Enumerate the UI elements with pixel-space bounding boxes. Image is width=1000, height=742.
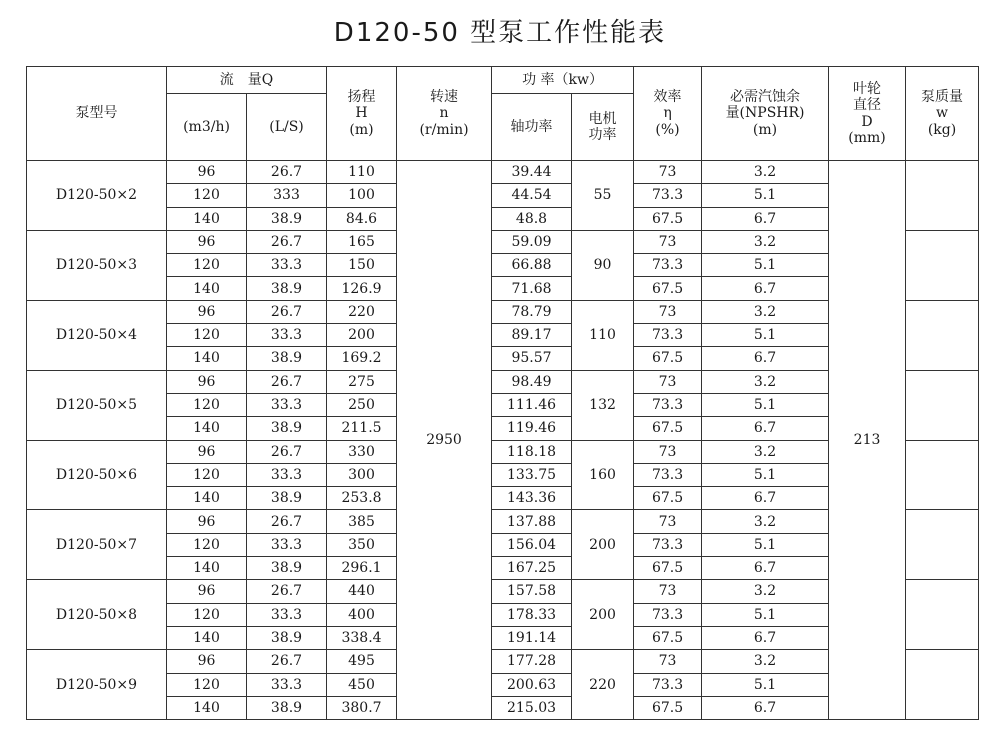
cell-efficiency: 73: [634, 230, 702, 253]
cell-npshr: 5.1: [702, 324, 829, 347]
cell-efficiency: 73: [634, 300, 702, 323]
header-impeller: 叶轮 直径 D (mm): [829, 67, 906, 161]
cell-model: D120-50×3: [27, 230, 167, 300]
cell-efficiency: 67.5: [634, 417, 702, 440]
cell-flow-m3h: 96: [167, 370, 247, 393]
cell-shaft-power: 119.46: [492, 417, 572, 440]
cell-mass: [906, 230, 979, 300]
cell-efficiency: 73.3: [634, 184, 702, 207]
cell-flow-m3h: 96: [167, 300, 247, 323]
cell-flow-ls: 26.7: [247, 300, 327, 323]
cell-flow-m3h: 140: [167, 417, 247, 440]
performance-table: [26, 66, 979, 720]
cell-npshr: 6.7: [702, 696, 829, 719]
cell-head: 150: [327, 254, 397, 277]
cell-flow-ls: 33.3: [247, 533, 327, 556]
cell-head: 250: [327, 393, 397, 416]
cell-head: 350: [327, 533, 397, 556]
cell-shaft-power: 215.03: [492, 696, 572, 719]
cell-npshr: 3.2: [702, 161, 829, 184]
cell-npshr: 6.7: [702, 207, 829, 230]
cell-shaft-power: 137.88: [492, 510, 572, 533]
cell-flow-ls: 38.9: [247, 207, 327, 230]
cell-flow-ls: 38.9: [247, 277, 327, 300]
cell-efficiency: 67.5: [634, 557, 702, 580]
cell-npshr: 6.7: [702, 626, 829, 649]
cell-head: 100: [327, 184, 397, 207]
cell-model: D120-50×7: [27, 510, 167, 580]
cell-flow-m3h: 96: [167, 440, 247, 463]
cell-efficiency: 73.3: [634, 673, 702, 696]
cell-flow-ls: 333: [247, 184, 327, 207]
cell-flow-ls: 26.7: [247, 650, 327, 673]
cell-shaft-power: 133.75: [492, 463, 572, 486]
cell-npshr: 5.1: [702, 393, 829, 416]
cell-head: 126.9: [327, 277, 397, 300]
cell-npshr: 3.2: [702, 580, 829, 603]
cell-shaft-power: 200.63: [492, 673, 572, 696]
cell-shaft-power: 191.14: [492, 626, 572, 649]
cell-efficiency: 67.5: [634, 626, 702, 649]
header-model: 泵型号: [27, 67, 167, 161]
cell-head: 84.6: [327, 207, 397, 230]
cell-head: 450: [327, 673, 397, 696]
cell-mass: [906, 370, 979, 440]
cell-mass: [906, 440, 979, 510]
header-speed: 转速 n (r/min): [397, 67, 492, 161]
cell-efficiency: 73.3: [634, 393, 702, 416]
table-body: [27, 161, 979, 720]
cell-shaft-power: 111.46: [492, 393, 572, 416]
cell-shaft-power: 71.68: [492, 277, 572, 300]
cell-flow-ls: 33.3: [247, 603, 327, 626]
cell-npshr: 5.1: [702, 184, 829, 207]
cell-motor-power: 90: [572, 230, 634, 300]
cell-shaft-power: 39.44: [492, 161, 572, 184]
cell-efficiency: 73.3: [634, 533, 702, 556]
cell-npshr: 6.7: [702, 277, 829, 300]
cell-flow-m3h: 140: [167, 207, 247, 230]
cell-npshr: 6.7: [702, 417, 829, 440]
cell-head: 330: [327, 440, 397, 463]
cell-flow-ls: 38.9: [247, 417, 327, 440]
cell-impeller: 213: [829, 161, 906, 720]
cell-flow-ls: 38.9: [247, 696, 327, 719]
header-mass: 泵质量 w (kg): [906, 67, 979, 161]
cell-flow-ls: 33.3: [247, 324, 327, 347]
cell-efficiency: 73: [634, 650, 702, 673]
cell-head: 275: [327, 370, 397, 393]
cell-flow-ls: 33.3: [247, 393, 327, 416]
cell-head: 296.1: [327, 557, 397, 580]
cell-flow-m3h: 140: [167, 626, 247, 649]
cell-shaft-power: 59.09: [492, 230, 572, 253]
cell-head: 380.7: [327, 696, 397, 719]
cell-npshr: 3.2: [702, 510, 829, 533]
cell-efficiency: 73.3: [634, 254, 702, 277]
cell-flow-m3h: 96: [167, 161, 247, 184]
cell-motor-power: 220: [572, 650, 634, 720]
cell-flow-m3h: 120: [167, 673, 247, 696]
cell-flow-ls: 26.7: [247, 230, 327, 253]
cell-speed: 2950: [397, 161, 492, 720]
cell-efficiency: 67.5: [634, 277, 702, 300]
cell-shaft-power: 44.54: [492, 184, 572, 207]
cell-head: 440: [327, 580, 397, 603]
cell-motor-power: 55: [572, 161, 634, 231]
cell-efficiency: 67.5: [634, 696, 702, 719]
header-npshr: 必需汽蚀余 量(NPSHR) (m): [702, 67, 829, 161]
cell-shaft-power: 143.36: [492, 487, 572, 510]
cell-flow-m3h: 120: [167, 463, 247, 486]
cell-efficiency: 67.5: [634, 487, 702, 510]
cell-efficiency: 67.5: [634, 207, 702, 230]
cell-npshr: 3.2: [702, 300, 829, 323]
cell-flow-m3h: 140: [167, 696, 247, 719]
cell-motor-power: 200: [572, 580, 634, 650]
header-flow-ls: (L/S): [247, 94, 327, 161]
cell-head: 211.5: [327, 417, 397, 440]
cell-npshr: 6.7: [702, 347, 829, 370]
cell-head: 400: [327, 603, 397, 626]
cell-flow-m3h: 140: [167, 557, 247, 580]
cell-flow-m3h: 120: [167, 603, 247, 626]
cell-mass: [906, 650, 979, 720]
cell-shaft-power: 177.28: [492, 650, 572, 673]
cell-flow-ls: 26.7: [247, 510, 327, 533]
cell-head: 220: [327, 300, 397, 323]
cell-efficiency: 73: [634, 580, 702, 603]
cell-mass: [906, 510, 979, 580]
cell-flow-m3h: 120: [167, 533, 247, 556]
cell-efficiency: 73: [634, 510, 702, 533]
cell-flow-m3h: 96: [167, 510, 247, 533]
cell-shaft-power: 178.33: [492, 603, 572, 626]
cell-npshr: 5.1: [702, 533, 829, 556]
header-flow: 流 量Q: [167, 67, 327, 94]
cell-npshr: 3.2: [702, 440, 829, 463]
cell-mass: [906, 580, 979, 650]
cell-flow-ls: 26.7: [247, 580, 327, 603]
cell-head: 169.2: [327, 347, 397, 370]
cell-efficiency: 73.3: [634, 603, 702, 626]
cell-model: D120-50×4: [27, 300, 167, 370]
page-title: D120-50 型泵工作性能表: [333, 18, 667, 48]
cell-npshr: 3.2: [702, 370, 829, 393]
cell-head: 495: [327, 650, 397, 673]
cell-shaft-power: 156.04: [492, 533, 572, 556]
cell-flow-m3h: 120: [167, 324, 247, 347]
cell-flow-ls: 38.9: [247, 347, 327, 370]
cell-shaft-power: 48.8: [492, 207, 572, 230]
cell-npshr: 5.1: [702, 254, 829, 277]
cell-flow-ls: 38.9: [247, 487, 327, 510]
table-row: [27, 161, 979, 184]
cell-shaft-power: 98.49: [492, 370, 572, 393]
cell-flow-m3h: 120: [167, 254, 247, 277]
cell-mass: [906, 161, 979, 231]
cell-flow-ls: 38.9: [247, 557, 327, 580]
cell-model: D120-50×2: [27, 161, 167, 231]
cell-motor-power: 160: [572, 440, 634, 510]
cell-efficiency: 73.3: [634, 324, 702, 347]
cell-head: 200: [327, 324, 397, 347]
cell-shaft-power: 95.57: [492, 347, 572, 370]
cell-head: 165: [327, 230, 397, 253]
cell-motor-power: 110: [572, 300, 634, 370]
cell-model: D120-50×5: [27, 370, 167, 440]
cell-head: 253.8: [327, 487, 397, 510]
cell-efficiency: 73.3: [634, 463, 702, 486]
cell-flow-m3h: 140: [167, 347, 247, 370]
cell-flow-m3h: 140: [167, 277, 247, 300]
cell-flow-ls: 33.3: [247, 463, 327, 486]
cell-flow-ls: 26.7: [247, 440, 327, 463]
cell-efficiency: 73: [634, 370, 702, 393]
cell-efficiency: 73: [634, 440, 702, 463]
cell-flow-m3h: 96: [167, 580, 247, 603]
cell-efficiency: 73: [634, 161, 702, 184]
cell-flow-ls: 33.3: [247, 254, 327, 277]
cell-flow-m3h: 96: [167, 650, 247, 673]
cell-shaft-power: 157.58: [492, 580, 572, 603]
cell-npshr: 6.7: [702, 487, 829, 510]
cell-mass: [906, 300, 979, 370]
cell-head: 385: [327, 510, 397, 533]
cell-flow-m3h: 120: [167, 184, 247, 207]
cell-flow-ls: 26.7: [247, 161, 327, 184]
cell-model: D120-50×9: [27, 650, 167, 720]
header-power: 功 率（kw）: [492, 67, 634, 94]
cell-flow-ls: 33.3: [247, 673, 327, 696]
cell-model: D120-50×8: [27, 580, 167, 650]
header-motor-power: 电机 功率: [572, 94, 634, 161]
cell-motor-power: 200: [572, 510, 634, 580]
cell-flow-ls: 26.7: [247, 370, 327, 393]
cell-shaft-power: 167.25: [492, 557, 572, 580]
cell-flow-ls: 38.9: [247, 626, 327, 649]
cell-head: 300: [327, 463, 397, 486]
header-flow-m3h: (m3/h): [167, 94, 247, 161]
cell-npshr: 3.2: [702, 230, 829, 253]
cell-shaft-power: 78.79: [492, 300, 572, 323]
cell-head: 338.4: [327, 626, 397, 649]
cell-model: D120-50×6: [27, 440, 167, 510]
cell-flow-m3h: 120: [167, 393, 247, 416]
cell-flow-m3h: 140: [167, 487, 247, 510]
cell-efficiency: 67.5: [634, 347, 702, 370]
cell-npshr: 5.1: [702, 463, 829, 486]
header-head: 扬程 H (m): [327, 67, 397, 161]
cell-shaft-power: 118.18: [492, 440, 572, 463]
cell-npshr: 6.7: [702, 557, 829, 580]
cell-npshr: 5.1: [702, 603, 829, 626]
cell-motor-power: 132: [572, 370, 634, 440]
header-efficiency: 效率 η (%): [634, 67, 702, 161]
cell-shaft-power: 89.17: [492, 324, 572, 347]
header-shaft-power: 轴功率: [492, 94, 572, 161]
cell-npshr: 5.1: [702, 673, 829, 696]
cell-flow-m3h: 96: [167, 230, 247, 253]
cell-npshr: 3.2: [702, 650, 829, 673]
cell-shaft-power: 66.88: [492, 254, 572, 277]
cell-head: 110: [327, 161, 397, 184]
